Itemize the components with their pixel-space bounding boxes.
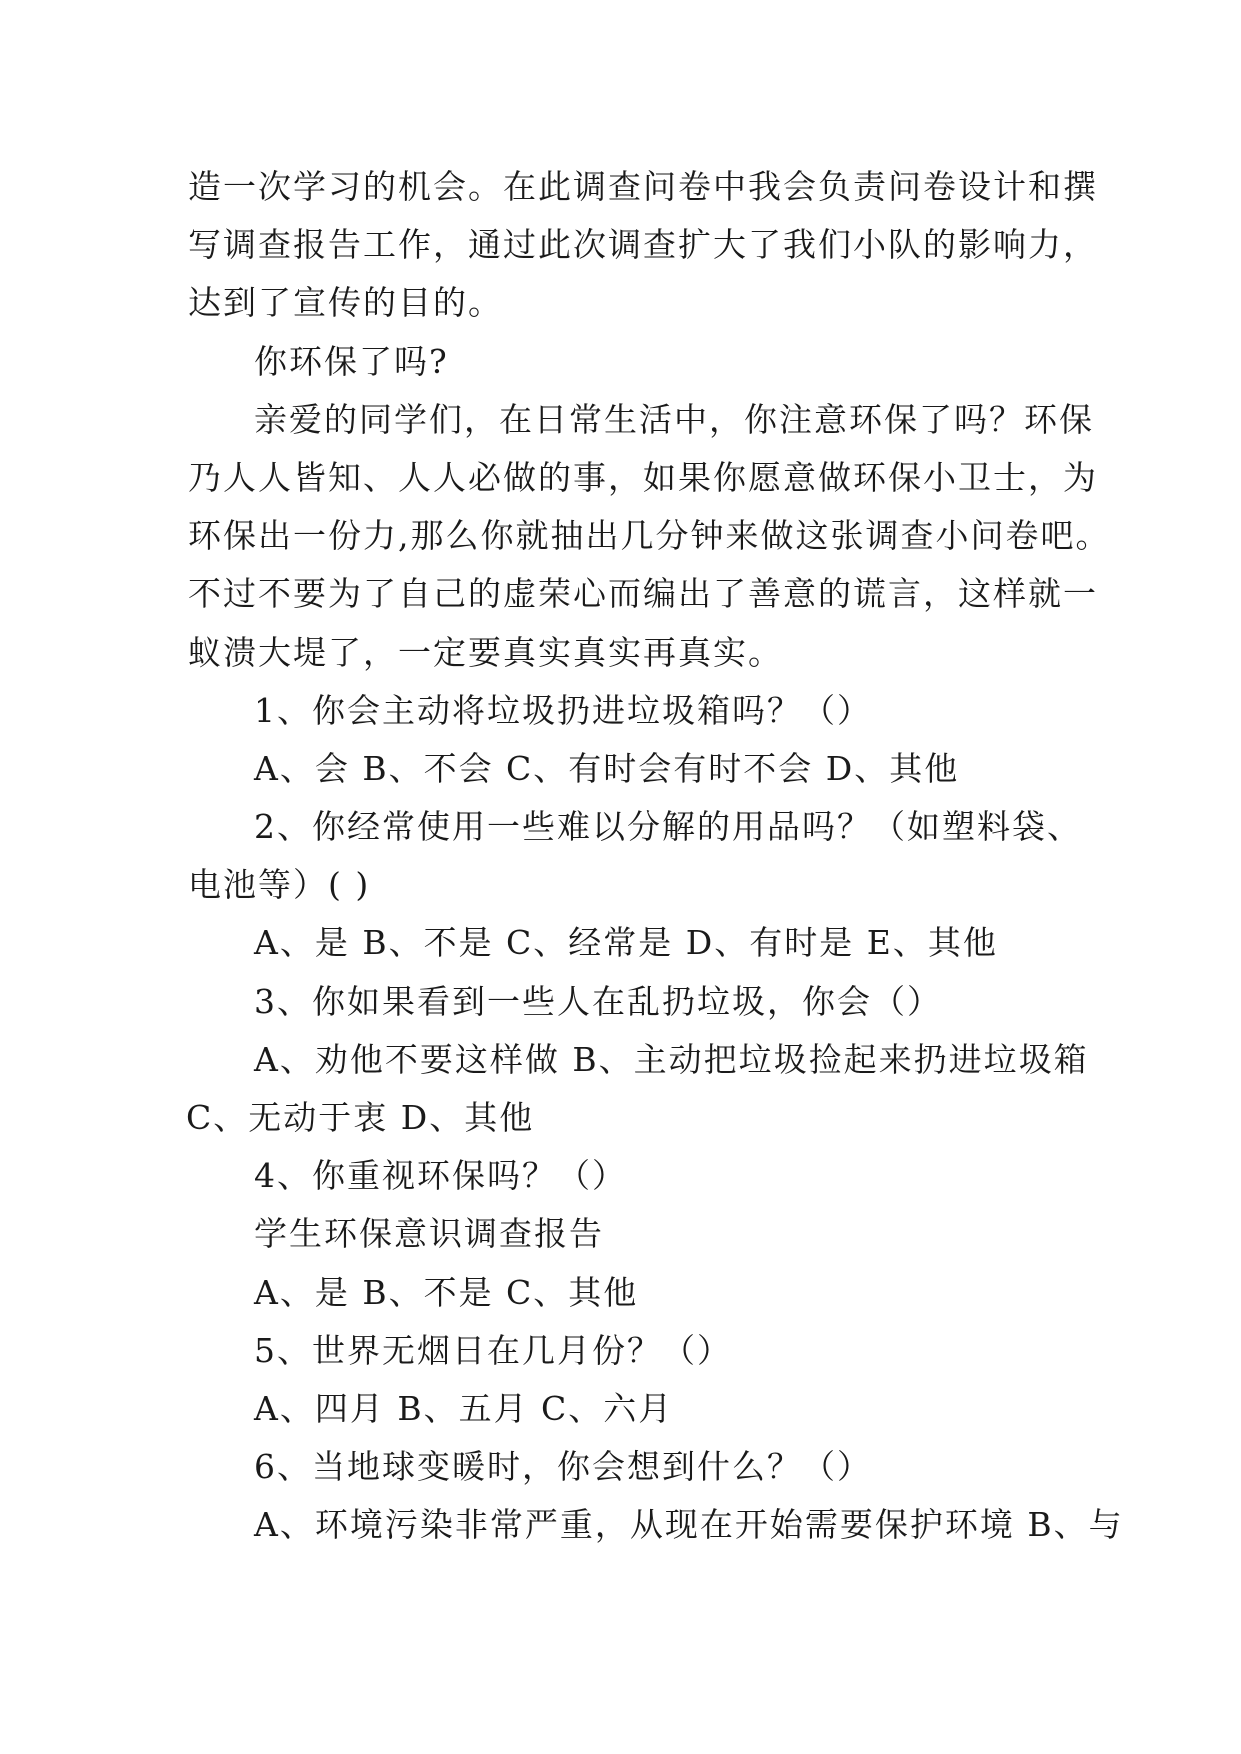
- intro-paragraph-line: 蚁溃大堤了，一定要真实真实再真实。: [188, 632, 783, 672]
- question-2: 2、你经常使用一些难以分解的用品吗？（如塑料袋、: [254, 807, 1082, 847]
- question-6-options: A、环境污染非常严重，从现在开始需要保护环境 B、与: [254, 1505, 1124, 1545]
- survey-title: 你环保了吗?: [254, 341, 449, 381]
- paragraph-line: 达到了宣传的目的。: [188, 283, 503, 323]
- question-2-continued: 电池等）( ): [188, 865, 371, 905]
- question-4: 4、你重视环保吗？（）: [254, 1156, 627, 1196]
- document-body: [186, 158, 1124, 1555]
- question-4-options: A、是 B、不是 C、其他: [254, 1272, 639, 1312]
- paragraph-line: 写调查报告工作，通过此次调查扩大了我们小队的影响力，: [188, 225, 1098, 265]
- question-1: 1、你会主动将垃圾扔进垃圾箱吗？（）: [254, 690, 872, 730]
- intro-paragraph-line: 不过不要为了自己的虚荣心而编出了善意的谎言，这样就一: [188, 574, 1098, 614]
- document-heading: 学生环保意识调查报告: [254, 1214, 604, 1254]
- question-3-options-continued: C、无动于衷 D、其他: [186, 1098, 535, 1137]
- intro-paragraph-line: 乃人人皆知、人人必做的事，如果你愿意做环保小卫士，为: [188, 457, 1098, 497]
- question-3: 3、你如果看到一些人在乱扔垃圾，你会（）: [254, 981, 942, 1021]
- question-3-options: A、劝他不要这样做 B、主动把垃圾捡起来扔进垃圾箱: [254, 1039, 1089, 1079]
- paragraph-line: 造一次学习的机会。在此调查问卷中我会负责问卷设计和撰: [188, 167, 1098, 206]
- question-5: 5、世界无烟日在几月份？（）: [254, 1330, 732, 1370]
- question-5-options: A、四月 B、五月 C、六月: [254, 1388, 674, 1428]
- intro-paragraph-line: 亲爱的同学们，在日常生活中，你注意环保了吗？环保: [254, 399, 1094, 439]
- question-6: 6、当地球变暖时，你会想到什么？（）: [254, 1447, 872, 1487]
- question-2-options: A、是 B、不是 C、经常是 D、有时是 E、其他: [254, 923, 998, 963]
- intro-paragraph-line: 环保出一份力,那么你就抽出几分钟来做这张调查小问卷吧。: [188, 516, 1111, 556]
- question-1-options: A、会 B、不会 C、有时会有时不会 D、其他: [254, 748, 960, 788]
